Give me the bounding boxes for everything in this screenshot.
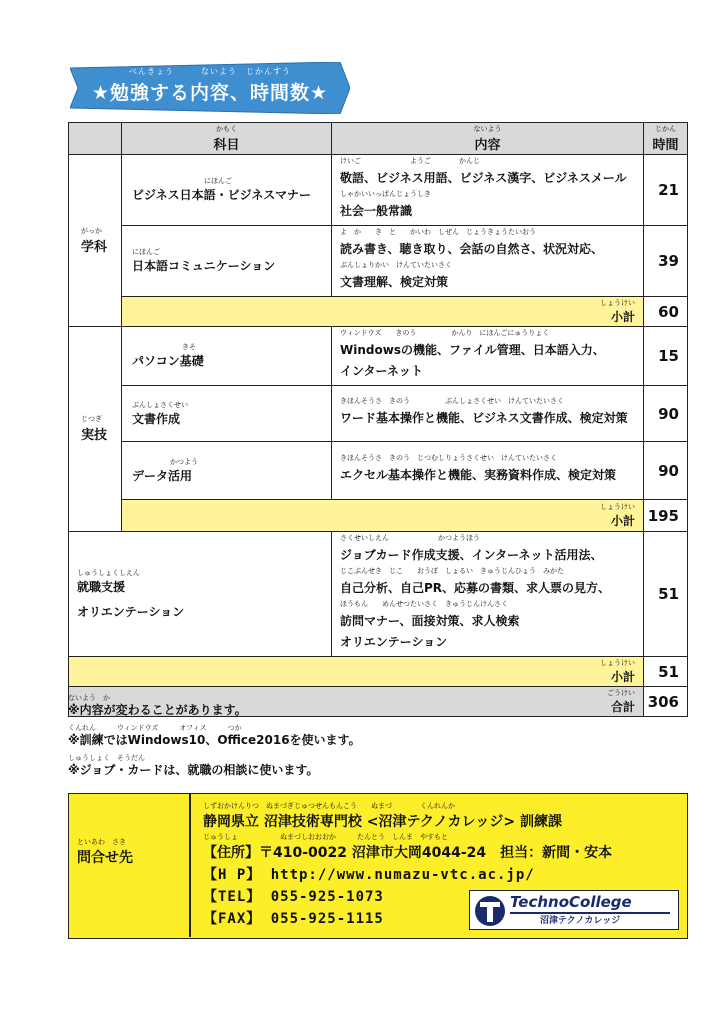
category-jitsugi: じつぎ 実技 [69,327,122,532]
note-item: くんれん ウィンドウズ オフィス つか ※訓練ではWindows10、Office2016を使います。 [68,724,361,747]
subject-cell-shushoku: しゅうしょくしえん 就職支援 オリエンテーション [69,532,332,657]
table-row [69,386,688,442]
curriculum-table [68,122,688,717]
table-row [69,226,688,297]
logo-jp: 沼津テクノカレッジ [540,916,621,926]
section-banner [70,62,350,114]
table-row [69,532,688,657]
subtotal-label: しょうけい 小計 [69,657,644,687]
contact-box [68,793,688,939]
technocollege-logo [469,890,679,930]
homepage-link[interactable]: 【H P】 http://www.numazu-vtc.ac.jp/ [203,867,535,883]
hours-cell: 51 [644,532,688,657]
subtotal-value: 60 [644,297,688,327]
content-cell: きほんそうさ きのう じつむしりょうさくせい けんていたいさく エクセル基本操作と機能、実務資料作成、検定対策 [332,442,644,500]
school-name: 静岡県立 沼津技術専門校 <沼津テクノカレッジ> 訓練課 [203,814,562,830]
table-row [69,327,688,386]
subtotal-value: 51 [644,657,688,687]
contact-details: しずおかけんりつ ぬまづぎじゅつせんもんこう ぬまづ くんれんか 静岡県立 沼津技術専門校 <沼津テクノカレッジ> 訓練課 じゅうしょ ぬまづしおおおか たんとう しんま やすもと 【住所】〒410-0022 沼津市大岡4044-24 担当：新間・安本 【H P】 http://www.numazu-vtc.ac.jp/ 【TEL】 055-925-1073 【FAX】 055-925-1115 [203,802,683,930]
table-row [69,155,688,226]
subtotal-row [69,657,688,687]
hours-cell: 21 [644,155,688,226]
content-cell: さくせいしえん かつようほう ジョブカード作成支援、インターネット活用法、 じこぶんせき じこ おうぼ しょるい きゅうじんひょう みかた 自己分析、自己PR、応募の書類、求人票の見方、 ほうもん めんせつたいさく きゅうじんけんさく 訪問マナー、面接対策、求人検索 オリエンテーション [332,532,644,657]
staff-text: 担当：新間・安本 [500,845,613,861]
contact-label: といあわ さき 問合せ先 [77,838,133,866]
content-cell: きほんそうさ きのう ぶんしょさくせい けんていたいさく ワード基本操作と機能、ビジネス文書作成、検定対策 [332,386,644,442]
fax-number: 【FAX】 055-925-1115 [203,911,384,927]
address-line: 【住所】〒410-0022 沼津市大岡4044-24 担当：新間・安本 [203,845,613,861]
subject-cell: にほんご ビジネス日本語・ビジネスマナー [122,155,332,226]
table-header-row [69,123,688,155]
note-item: ないよう か ※内容が変わることがあります。 [68,694,247,717]
subtotal-row [69,500,688,532]
logo-brand: TechnoCollege [510,893,632,911]
subject-cell: にほんご 日本語コミュニケーション [122,226,332,297]
header-blank [69,123,122,155]
total-label: ごうけい 合計 [69,687,644,717]
header-subject: かもく 科目 [122,123,332,155]
header-content: ないよう 内容 [332,123,644,155]
note-item: しゅうしょく そうだん ※ジョブ・カードは、就職の相談に使います。 [68,754,319,777]
notes [68,694,688,784]
subtotal-value: 195 [644,500,688,532]
hours-cell: 15 [644,327,688,386]
category-gakka: がっか 学科 [69,155,122,327]
tel-number: 【TEL】 055-925-1073 [203,889,384,905]
subject-cell: かつよう データ活用 [122,442,332,500]
subject-cell: きそ パソコン基礎 [122,327,332,386]
content-cell: よ か き と かいわ しぜん じょうきょうたいおう 読み書き、聴き取り、会話の自然さ、状況対応、 ぶんしょりかい けんていたいさく 文書理解、検定対策 [332,226,644,297]
table-row [69,442,688,500]
hours-cell: 90 [644,442,688,500]
banner-ruby: べんきょう ないよう じかんすう [129,67,291,76]
subtotal-label: しょうけい 小計 [122,500,644,532]
subject-cell: ぶんしょさくせい 文書作成 [122,386,332,442]
hours-cell: 39 [644,226,688,297]
header-hours: じかん 時間 [644,123,688,155]
contact-divider [189,794,191,937]
content-cell: けいご ようご かんじ 敬語、ビジネス用語、ビジネス漢字、ビジネスメール しゃかいいっぱんじょうしき 社会一般常識 [332,155,644,226]
logo-t-icon [474,895,506,927]
content-cell: ウィンドウズ きのう かんり にほんごにゅうりょく Windowsの機能、ファイル管理、日本語入力、 インターネット [332,327,644,386]
banner-title: ★勉強する内容、時間数★ [91,82,329,104]
total-value: 306 [644,687,688,717]
subtotal-row [69,297,688,327]
hours-cell: 90 [644,386,688,442]
subtotal-label: しょうけい 小計 [122,297,644,327]
